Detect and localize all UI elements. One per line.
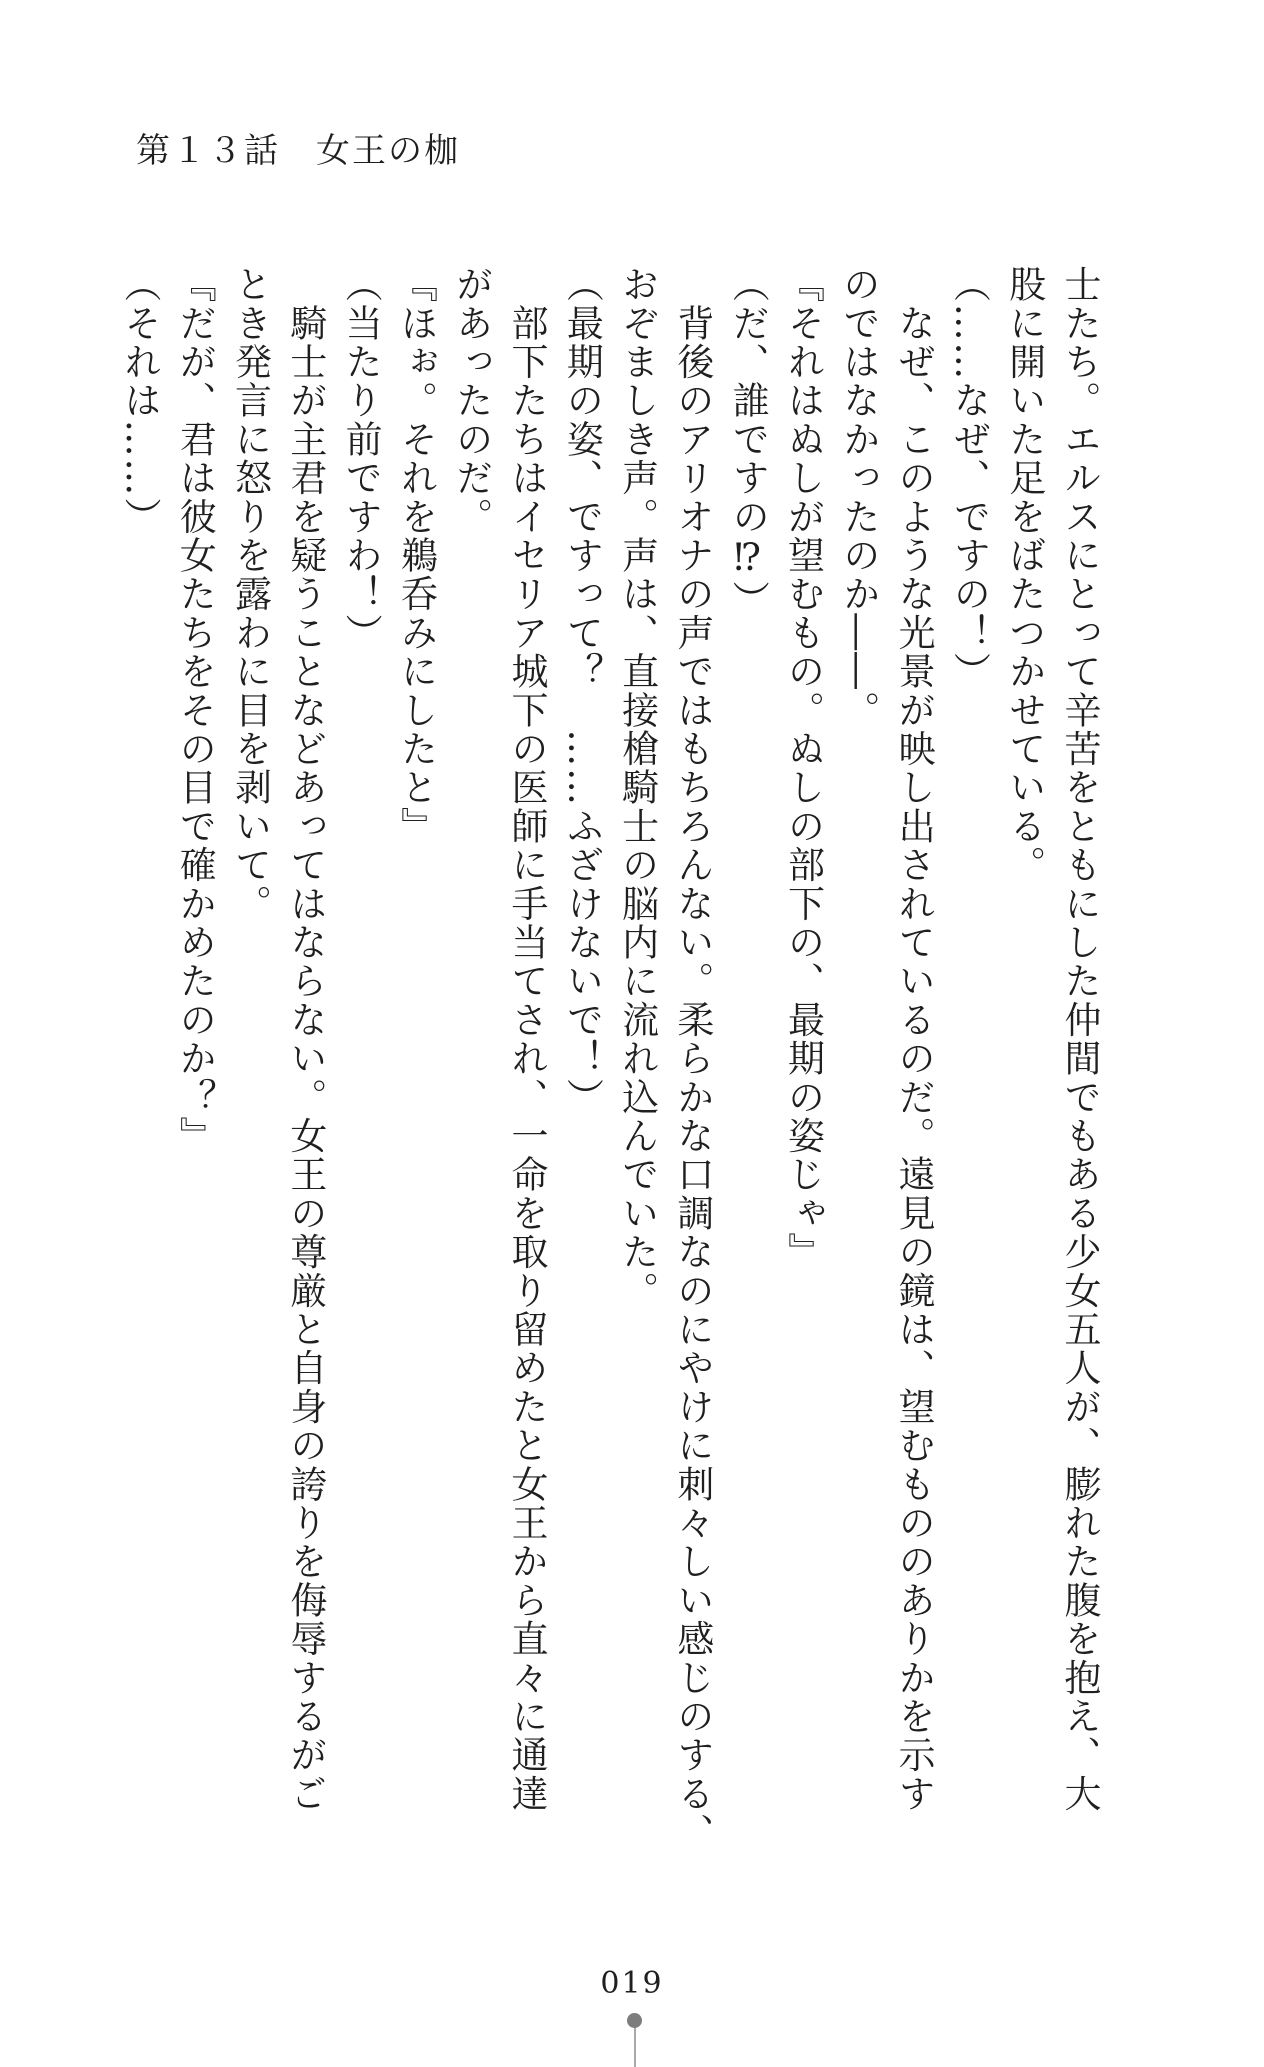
text-line: （……なぜ、ですの！） xyxy=(947,265,991,691)
text-line: 騎士が主君を疑うことなどあってはならない。女王の尊厳と自身の誇りを侮辱するがご xyxy=(283,265,327,1813)
text-line: があったのだ。 xyxy=(449,265,493,536)
text-line: 『それはぬしが望むもの。ぬしの部下の、最期の姿じゃ』 xyxy=(781,265,825,1272)
text-line: とき発言に怒りを露わに目を剥いて。 xyxy=(228,265,272,923)
text-line: のではなかったのか――。 xyxy=(836,265,880,730)
text-line: 部下たちはイセリア城下の医師に手当てされ、一命を取り留めたと女王から直々に通達 xyxy=(505,265,549,1813)
text-line: 『だが、君は彼女たちをその目で確かめたのか？』 xyxy=(173,265,217,1156)
text-line: 股に開いた足をばたつかせている。 xyxy=(1002,265,1046,885)
text-line: （当たり前ですわ！） xyxy=(339,265,383,652)
body-text xyxy=(112,265,1107,1852)
text-line: なぜ、このような光景が映し出されているのだ。遠見の鏡は、望むもののありかを示す xyxy=(892,265,936,1813)
text-line: 『ほぉ。それを鵜呑みにしたと』 xyxy=(394,265,438,846)
chapter-title: 第１３話 女王の枷 xyxy=(136,131,460,171)
text-line: おぞましき声。声は、直接槍騎士の脳内に流れ込んでいた。 xyxy=(615,265,659,1310)
text-line: （だ、誰ですの⁉） xyxy=(726,265,770,620)
page-number: 019 xyxy=(600,1966,664,2001)
text-line: （それは……） xyxy=(117,265,161,536)
page-marker-line xyxy=(634,2028,636,2067)
text-line: （最期の姿、ですって？ ……ふざけないで！） xyxy=(560,265,604,1117)
page-marker-dot xyxy=(627,2013,642,2028)
text-line: 士たち。エルスにとって辛苦をともにした仲間でもある少女五人が、膨れた腹を抱え、大 xyxy=(1058,265,1101,1813)
text-line: 背後のアリオナの声ではもちろんない。柔らかな口調なのにやけに刺々しい感じのする、 xyxy=(670,265,714,1852)
